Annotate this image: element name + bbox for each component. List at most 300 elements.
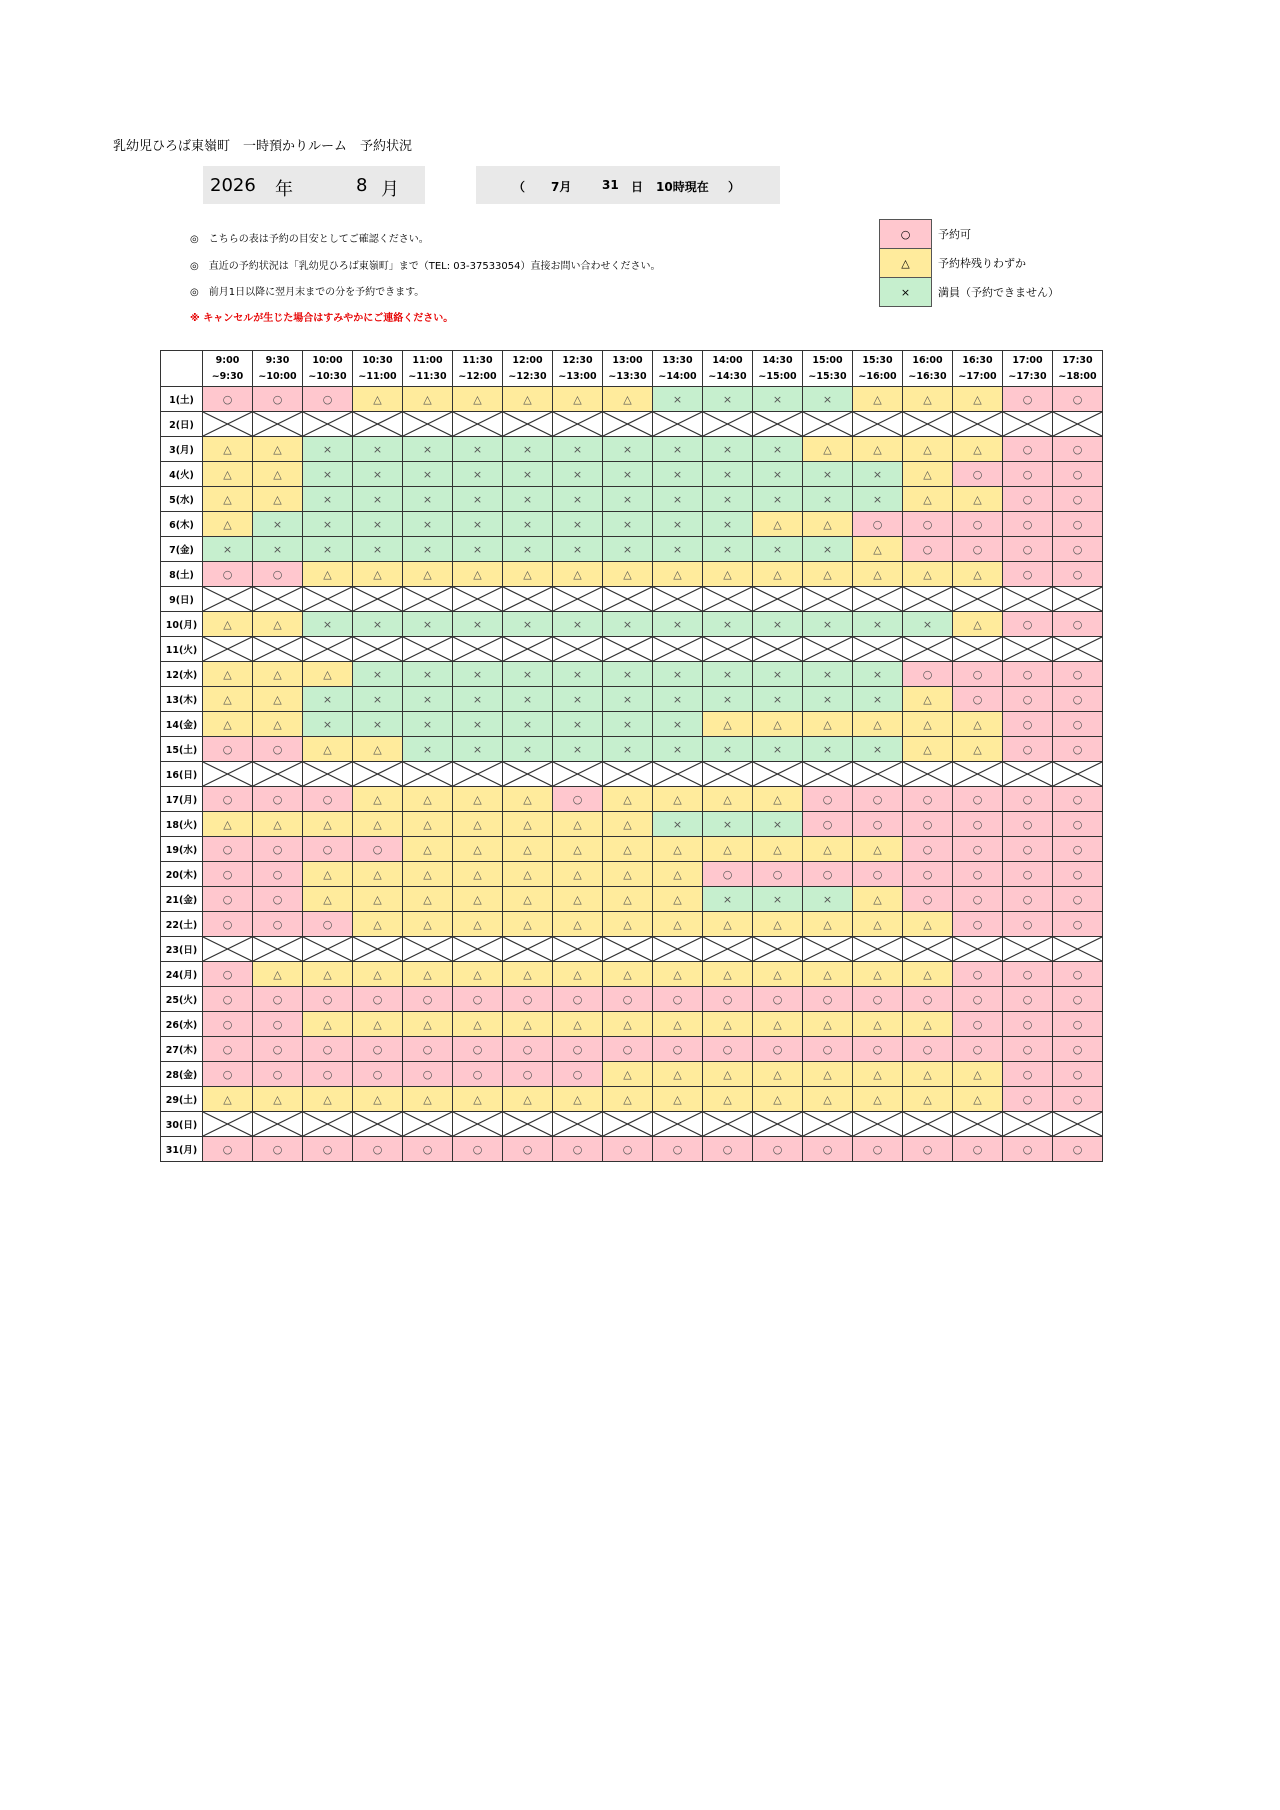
note-2: ◎ 直近の予約状況は「乳幼児ひろば東嶺町」まで（TEL: 03-37533054）直接お問い合わせください。 bbox=[190, 261, 661, 272]
slot-cell-available: ○ bbox=[803, 862, 853, 887]
closed-cell bbox=[753, 587, 803, 612]
slot-cell-available: ○ bbox=[903, 512, 953, 537]
closed-cell bbox=[1053, 587, 1103, 612]
slot-cell-few-left: △ bbox=[853, 562, 903, 587]
cancel-notice: ※ キャンセルが生じた場合はすみやかにご連絡ください。 bbox=[190, 313, 454, 324]
day-label: 31(月) bbox=[161, 1137, 203, 1162]
slot-cell-few-left: △ bbox=[303, 662, 353, 687]
slot-cell-available: ○ bbox=[953, 887, 1003, 912]
legend bbox=[879, 219, 1061, 307]
closed-cell bbox=[353, 412, 403, 437]
slot-cell-few-left: △ bbox=[753, 1012, 803, 1037]
slot-cell-full: × bbox=[653, 437, 703, 462]
slot-cell-few-left: △ bbox=[403, 387, 453, 412]
slot-cell-available: ○ bbox=[1003, 1012, 1053, 1037]
day-label: 22(土) bbox=[161, 912, 203, 937]
slot-cell-full: × bbox=[403, 662, 453, 687]
closed-cell bbox=[953, 1112, 1003, 1137]
slot-cell-full: × bbox=[753, 812, 803, 837]
slot-cell-few-left: △ bbox=[553, 962, 603, 987]
slot-cell-available: ○ bbox=[953, 837, 1003, 862]
slot-cell-available: ○ bbox=[553, 1037, 603, 1062]
slot-cell-available: ○ bbox=[303, 387, 353, 412]
day-label: 24(月) bbox=[161, 962, 203, 987]
slot-cell-few-left: △ bbox=[703, 962, 753, 987]
closed-cell bbox=[403, 762, 453, 787]
slot-cell-available: ○ bbox=[1003, 912, 1053, 937]
table-row bbox=[161, 862, 1103, 887]
closed-cell bbox=[603, 587, 653, 612]
slot-cell-available: ○ bbox=[1003, 612, 1053, 637]
slot-cell-few-left: △ bbox=[303, 1087, 353, 1112]
closed-cell bbox=[503, 637, 553, 662]
time-slot-end: ~18:00 bbox=[1058, 370, 1097, 382]
time-slot-end: ~11:00 bbox=[358, 370, 397, 382]
slot-cell-few-left: △ bbox=[903, 462, 953, 487]
closed-cell bbox=[1053, 1112, 1103, 1137]
slot-cell-available: ○ bbox=[553, 1062, 603, 1087]
slot-cell-few-left: △ bbox=[453, 812, 503, 837]
slot-cell-few-left: △ bbox=[953, 712, 1003, 737]
slot-cell-few-left: △ bbox=[553, 387, 603, 412]
slot-cell-few-left: △ bbox=[803, 512, 853, 537]
slot-cell-few-left: △ bbox=[253, 612, 303, 637]
slot-cell-full: × bbox=[453, 687, 503, 712]
slot-cell-full: × bbox=[753, 387, 803, 412]
day-label: 27(木) bbox=[161, 1037, 203, 1062]
slot-cell-few-left: △ bbox=[303, 1012, 353, 1037]
closed-cell bbox=[203, 587, 253, 612]
slot-cell-available: ○ bbox=[953, 912, 1003, 937]
table-row bbox=[161, 1112, 1103, 1137]
slot-cell-full: × bbox=[603, 512, 653, 537]
slot-cell-few-left: △ bbox=[303, 812, 353, 837]
table-row bbox=[161, 562, 1103, 587]
day-label: 8(土) bbox=[161, 562, 203, 587]
slot-cell-available: ○ bbox=[203, 912, 253, 937]
slot-cell-few-left: △ bbox=[603, 1062, 653, 1087]
slot-cell-available: ○ bbox=[803, 1037, 853, 1062]
slot-cell-available: ○ bbox=[753, 1137, 803, 1162]
slot-cell-available: ○ bbox=[253, 912, 303, 937]
closed-cell bbox=[603, 1112, 653, 1137]
closed-cell bbox=[1053, 412, 1103, 437]
closed-cell bbox=[703, 937, 753, 962]
slot-cell-full: × bbox=[703, 387, 753, 412]
time-slot-start: 11:00 bbox=[412, 354, 443, 366]
slot-cell-available: ○ bbox=[853, 812, 903, 837]
slot-cell-full: × bbox=[803, 687, 853, 712]
slot-cell-available: ○ bbox=[1053, 512, 1103, 537]
closed-cell bbox=[653, 587, 703, 612]
time-slot-header bbox=[353, 351, 403, 387]
slot-cell-full: × bbox=[353, 462, 403, 487]
slot-cell-available: ○ bbox=[1053, 712, 1103, 737]
slot-cell-few-left: △ bbox=[253, 1087, 303, 1112]
slot-cell-full: × bbox=[553, 737, 603, 762]
slot-cell-full: × bbox=[703, 462, 753, 487]
slot-cell-full: × bbox=[653, 737, 703, 762]
closed-cell bbox=[303, 1112, 353, 1137]
table-row bbox=[161, 1087, 1103, 1112]
slot-cell-few-left: △ bbox=[603, 812, 653, 837]
slot-cell-few-left: △ bbox=[653, 787, 703, 812]
slot-cell-full: × bbox=[703, 887, 753, 912]
time-slot-start: 9:00 bbox=[215, 354, 240, 366]
slot-cell-available: ○ bbox=[553, 787, 603, 812]
time-slot-start: 10:30 bbox=[362, 354, 393, 366]
slot-cell-few-left: △ bbox=[303, 562, 353, 587]
slot-cell-available: ○ bbox=[903, 987, 953, 1012]
closed-cell bbox=[253, 637, 303, 662]
slot-cell-full: × bbox=[303, 462, 353, 487]
slot-cell-available: ○ bbox=[1003, 562, 1053, 587]
slot-cell-available: ○ bbox=[1053, 662, 1103, 687]
slot-cell-available: ○ bbox=[703, 862, 753, 887]
slot-cell-few-left: △ bbox=[653, 912, 703, 937]
slot-cell-available: ○ bbox=[703, 987, 753, 1012]
time-slot-header bbox=[903, 351, 953, 387]
slot-cell-few-left: △ bbox=[703, 787, 753, 812]
table-row bbox=[161, 587, 1103, 612]
slot-cell-available: ○ bbox=[403, 987, 453, 1012]
day-label: 6(木) bbox=[161, 512, 203, 537]
slot-cell-few-left: △ bbox=[503, 812, 553, 837]
slot-cell-few-left: △ bbox=[653, 1012, 703, 1037]
closed-cell bbox=[703, 637, 753, 662]
slot-cell-available: ○ bbox=[1053, 737, 1103, 762]
slot-cell-full: × bbox=[803, 462, 853, 487]
slot-cell-few-left: △ bbox=[803, 837, 853, 862]
corner-cell bbox=[161, 351, 203, 387]
note-1: ◎ こちらの表は予約の目安としてご確認ください。 bbox=[190, 234, 429, 245]
slot-cell-few-left: △ bbox=[203, 1087, 253, 1112]
slot-cell-few-left: △ bbox=[903, 1062, 953, 1087]
slot-cell-full: × bbox=[553, 687, 603, 712]
time-slot-header bbox=[853, 351, 903, 387]
slot-cell-few-left: △ bbox=[753, 512, 803, 537]
table-row bbox=[161, 1137, 1103, 1162]
closed-cell bbox=[953, 587, 1003, 612]
time-slot-end: ~9:30 bbox=[211, 370, 244, 382]
slot-cell-available: ○ bbox=[1003, 512, 1053, 537]
closed-cell bbox=[903, 937, 953, 962]
slot-cell-available: ○ bbox=[1003, 837, 1053, 862]
slot-cell-few-left: △ bbox=[703, 1087, 753, 1112]
time-slot-start: 15:30 bbox=[862, 354, 893, 366]
closed-cell bbox=[703, 762, 753, 787]
closed-cell bbox=[253, 937, 303, 962]
slot-cell-available: ○ bbox=[353, 987, 403, 1012]
closed-cell bbox=[303, 637, 353, 662]
slot-cell-available: ○ bbox=[903, 862, 953, 887]
closed-cell bbox=[453, 587, 503, 612]
closed-cell bbox=[703, 587, 753, 612]
closed-cell bbox=[553, 412, 603, 437]
slot-cell-available: ○ bbox=[903, 537, 953, 562]
time-slot-end: ~10:30 bbox=[308, 370, 347, 382]
legend-few-left-swatch: △ bbox=[880, 249, 932, 278]
slot-cell-few-left: △ bbox=[753, 837, 803, 862]
year-unit: 年 bbox=[275, 179, 293, 200]
slot-cell-full: × bbox=[503, 537, 553, 562]
slot-cell-few-left: △ bbox=[303, 737, 353, 762]
legend-full-swatch: × bbox=[880, 278, 932, 307]
slot-cell-available: ○ bbox=[953, 462, 1003, 487]
slot-cell-few-left: △ bbox=[203, 712, 253, 737]
slot-cell-full: × bbox=[703, 512, 753, 537]
slot-cell-full: × bbox=[353, 437, 403, 462]
slot-cell-few-left: △ bbox=[753, 1062, 803, 1087]
slot-cell-full: × bbox=[553, 537, 603, 562]
table-row bbox=[161, 437, 1103, 462]
as-of-close-paren: ） bbox=[728, 180, 741, 194]
table-row bbox=[161, 762, 1103, 787]
closed-cell bbox=[603, 762, 653, 787]
slot-cell-few-left: △ bbox=[453, 787, 503, 812]
slot-cell-available: ○ bbox=[253, 1012, 303, 1037]
slot-cell-full: × bbox=[753, 462, 803, 487]
closed-cell bbox=[753, 762, 803, 787]
slot-cell-full: × bbox=[653, 687, 703, 712]
slot-cell-few-left: △ bbox=[553, 862, 603, 887]
slot-cell-few-left: △ bbox=[653, 862, 703, 887]
slot-cell-available: ○ bbox=[853, 512, 903, 537]
closed-cell bbox=[353, 587, 403, 612]
slot-cell-few-left: △ bbox=[703, 712, 753, 737]
slot-cell-few-left: △ bbox=[403, 562, 453, 587]
slot-cell-full: × bbox=[353, 487, 403, 512]
slot-cell-few-left: △ bbox=[203, 812, 253, 837]
slot-cell-available: ○ bbox=[1003, 987, 1053, 1012]
slot-cell-few-left: △ bbox=[553, 812, 603, 837]
day-label: 21(金) bbox=[161, 887, 203, 912]
table-row bbox=[161, 487, 1103, 512]
slot-cell-few-left: △ bbox=[603, 1087, 653, 1112]
slot-cell-full: × bbox=[653, 537, 703, 562]
slot-cell-available: ○ bbox=[903, 1137, 953, 1162]
time-slot-header bbox=[953, 351, 1003, 387]
table-row bbox=[161, 687, 1103, 712]
slot-cell-few-left: △ bbox=[903, 387, 953, 412]
slot-cell-available: ○ bbox=[453, 1062, 503, 1087]
slot-cell-few-left: △ bbox=[653, 837, 703, 862]
slot-cell-full: × bbox=[303, 687, 353, 712]
closed-cell bbox=[253, 587, 303, 612]
closed-cell bbox=[803, 412, 853, 437]
page-title: 乳幼児ひろば東嶺町 一時預かりルーム 予約状況 bbox=[113, 139, 413, 154]
slot-cell-available: ○ bbox=[503, 1062, 553, 1087]
time-slot-start: 12:30 bbox=[562, 354, 593, 366]
slot-cell-available: ○ bbox=[203, 1137, 253, 1162]
table-row bbox=[161, 1037, 1103, 1062]
day-label: 3(月) bbox=[161, 437, 203, 462]
slot-cell-few-left: △ bbox=[503, 787, 553, 812]
slot-cell-available: ○ bbox=[803, 812, 853, 837]
slot-cell-full: × bbox=[753, 437, 803, 462]
slot-cell-full: × bbox=[603, 437, 653, 462]
closed-cell bbox=[903, 637, 953, 662]
slot-cell-full: × bbox=[353, 712, 403, 737]
day-label: 13(木) bbox=[161, 687, 203, 712]
slot-cell-available: ○ bbox=[303, 787, 353, 812]
day-label: 17(月) bbox=[161, 787, 203, 812]
day-label: 23(日) bbox=[161, 937, 203, 962]
time-slot-header bbox=[303, 351, 353, 387]
as-of-time: 10時現在 bbox=[656, 180, 709, 194]
slot-cell-available: ○ bbox=[653, 987, 703, 1012]
slot-cell-available: ○ bbox=[1003, 1062, 1053, 1087]
slot-cell-few-left: △ bbox=[503, 962, 553, 987]
slot-cell-available: ○ bbox=[303, 1037, 353, 1062]
day-label: 9(日) bbox=[161, 587, 203, 612]
closed-cell bbox=[503, 412, 553, 437]
as-of-month: 7月 bbox=[551, 180, 572, 194]
slot-cell-available: ○ bbox=[903, 887, 953, 912]
slot-cell-few-left: △ bbox=[853, 1062, 903, 1087]
closed-cell bbox=[553, 1112, 603, 1137]
slot-cell-few-left: △ bbox=[853, 837, 903, 862]
slot-cell-full: × bbox=[653, 812, 703, 837]
slot-cell-few-left: △ bbox=[803, 1012, 853, 1037]
slot-cell-available: ○ bbox=[203, 987, 253, 1012]
slot-cell-few-left: △ bbox=[203, 687, 253, 712]
slot-cell-few-left: △ bbox=[553, 1087, 603, 1112]
slot-cell-available: ○ bbox=[1053, 562, 1103, 587]
closed-cell bbox=[303, 937, 353, 962]
closed-cell bbox=[653, 637, 703, 662]
table-row bbox=[161, 412, 1103, 437]
closed-cell bbox=[453, 637, 503, 662]
slot-cell-few-left: △ bbox=[503, 912, 553, 937]
slot-cell-available: ○ bbox=[1003, 387, 1053, 412]
time-slot-header bbox=[253, 351, 303, 387]
closed-cell bbox=[853, 1112, 903, 1137]
slot-cell-few-left: △ bbox=[403, 862, 453, 887]
slot-cell-few-left: △ bbox=[953, 487, 1003, 512]
closed-cell bbox=[403, 1112, 453, 1137]
slot-cell-available: ○ bbox=[853, 787, 903, 812]
slot-cell-few-left: △ bbox=[603, 912, 653, 937]
slot-cell-full: × bbox=[503, 687, 553, 712]
slot-cell-few-left: △ bbox=[753, 1087, 803, 1112]
closed-cell bbox=[1003, 412, 1053, 437]
slot-cell-available: ○ bbox=[353, 1137, 403, 1162]
day-label: 14(金) bbox=[161, 712, 203, 737]
slot-cell-full: × bbox=[703, 737, 753, 762]
slot-cell-available: ○ bbox=[403, 1137, 453, 1162]
slot-cell-available: ○ bbox=[203, 887, 253, 912]
closed-cell bbox=[253, 762, 303, 787]
closed-cell bbox=[303, 762, 353, 787]
slot-cell-available: ○ bbox=[303, 1137, 353, 1162]
slot-cell-few-left: △ bbox=[953, 612, 1003, 637]
slot-cell-few-left: △ bbox=[453, 1012, 503, 1037]
slot-cell-few-left: △ bbox=[703, 912, 753, 937]
slot-cell-full: × bbox=[753, 687, 803, 712]
slot-cell-available: ○ bbox=[953, 987, 1003, 1012]
slot-cell-full: × bbox=[453, 712, 503, 737]
table-row bbox=[161, 987, 1103, 1012]
slot-cell-few-left: △ bbox=[253, 437, 303, 462]
day-label: 2(日) bbox=[161, 412, 203, 437]
closed-cell bbox=[753, 1112, 803, 1137]
time-slot-end: ~17:00 bbox=[958, 370, 997, 382]
slot-cell-few-left: △ bbox=[703, 562, 753, 587]
slot-cell-available: ○ bbox=[953, 1012, 1003, 1037]
slot-cell-available: ○ bbox=[1003, 737, 1053, 762]
slot-cell-few-left: △ bbox=[853, 387, 903, 412]
table-row bbox=[161, 512, 1103, 537]
slot-cell-full: × bbox=[553, 712, 603, 737]
slot-cell-full: × bbox=[603, 712, 653, 737]
time-slot-start: 14:30 bbox=[762, 354, 793, 366]
slot-cell-few-left: △ bbox=[353, 962, 403, 987]
slot-cell-full: × bbox=[303, 487, 353, 512]
slot-cell-available: ○ bbox=[1003, 787, 1053, 812]
closed-cell bbox=[253, 412, 303, 437]
slot-cell-full: × bbox=[403, 737, 453, 762]
slot-cell-few-left: △ bbox=[903, 1087, 953, 1112]
slot-cell-full: × bbox=[303, 712, 353, 737]
slot-cell-full: × bbox=[553, 462, 603, 487]
slot-cell-available: ○ bbox=[353, 837, 403, 862]
time-slot-end: ~17:30 bbox=[1008, 370, 1047, 382]
slot-cell-available: ○ bbox=[853, 987, 903, 1012]
slot-cell-few-left: △ bbox=[453, 912, 503, 937]
slot-cell-available: ○ bbox=[253, 562, 303, 587]
legend-available-label: 予約可 bbox=[938, 228, 971, 241]
closed-cell bbox=[803, 762, 853, 787]
day-label: 15(土) bbox=[161, 737, 203, 762]
slot-cell-few-left: △ bbox=[353, 862, 403, 887]
slot-cell-few-left: △ bbox=[803, 437, 853, 462]
slot-cell-available: ○ bbox=[753, 862, 803, 887]
slot-cell-full: × bbox=[403, 512, 453, 537]
slot-cell-full: × bbox=[403, 537, 453, 562]
slot-cell-available: ○ bbox=[1003, 487, 1053, 512]
slot-cell-full: × bbox=[853, 737, 903, 762]
slot-cell-few-left: △ bbox=[553, 912, 603, 937]
slot-cell-full: × bbox=[753, 612, 803, 637]
slot-cell-full: × bbox=[303, 612, 353, 637]
day-label: 5(水) bbox=[161, 487, 203, 512]
slot-cell-few-left: △ bbox=[503, 1087, 553, 1112]
slot-cell-few-left: △ bbox=[503, 387, 553, 412]
slot-cell-available: ○ bbox=[1003, 1137, 1053, 1162]
slot-cell-few-left: △ bbox=[253, 662, 303, 687]
slot-cell-few-left: △ bbox=[853, 887, 903, 912]
slot-cell-few-left: △ bbox=[503, 862, 553, 887]
slot-cell-few-left: △ bbox=[653, 962, 703, 987]
closed-cell bbox=[903, 412, 953, 437]
slot-cell-full: × bbox=[553, 437, 603, 462]
slot-cell-available: ○ bbox=[953, 1037, 1003, 1062]
slot-cell-available: ○ bbox=[653, 1137, 703, 1162]
slot-cell-few-left: △ bbox=[603, 562, 653, 587]
slot-cell-available: ○ bbox=[903, 837, 953, 862]
closed-cell bbox=[203, 412, 253, 437]
slot-cell-available: ○ bbox=[1053, 862, 1103, 887]
slot-cell-full: × bbox=[453, 437, 503, 462]
slot-cell-available: ○ bbox=[703, 1137, 753, 1162]
as-of-day-unit: 日 bbox=[631, 180, 644, 194]
slot-cell-full: × bbox=[453, 662, 503, 687]
closed-cell bbox=[553, 587, 603, 612]
closed-cell bbox=[653, 937, 703, 962]
slot-cell-few-left: △ bbox=[253, 962, 303, 987]
slot-cell-few-left: △ bbox=[553, 562, 603, 587]
